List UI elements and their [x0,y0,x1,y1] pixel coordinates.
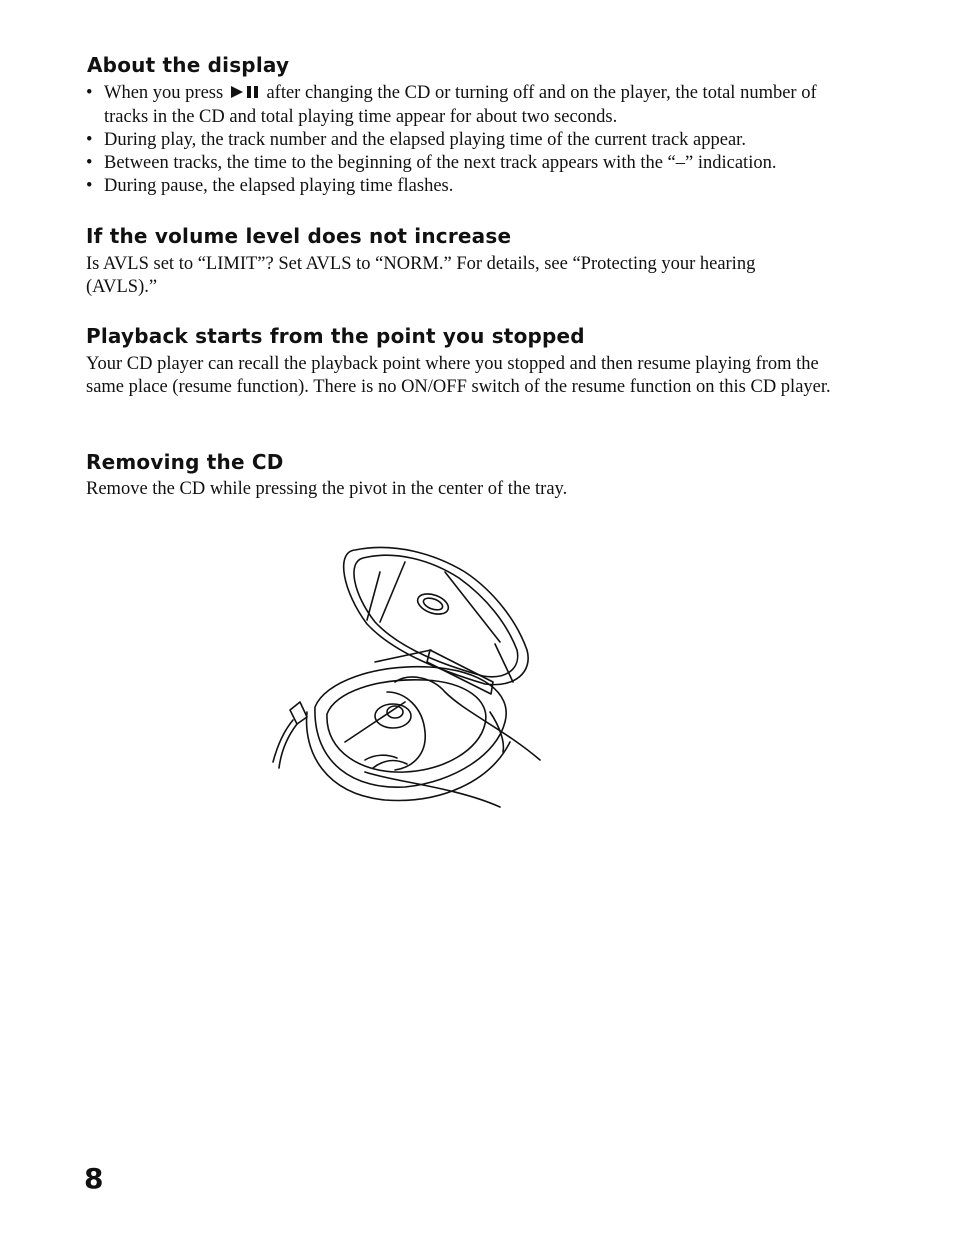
bullet-dot: • [86,176,93,196]
bullet-text-1b: after changing the CD or turning off and on the player, the total number of tracks in the CD and total playing time appear for about two seconds. [104,83,817,127]
list-item [86,129,846,152]
list-item [86,152,846,175]
page-number: 8 [84,1162,104,1195]
bullet-dot: • [86,153,93,173]
list-item [86,175,846,198]
list-item [86,82,846,129]
resume-paragraph: Your CD player can recall the playback point where you stopped and then resume playing from the same place (resume function). There is no ON/OFF switch of the resume function on this CD player. [86,354,831,397]
bullet-text-2: During play, the track number and the elapsed playing time of the current track appear. [104,130,746,150]
bullet-dot: • [86,83,93,103]
heading-resume: Playback starts from the point you stopped [86,324,585,348]
cd-removal-illustration [255,532,555,817]
heading-about-display: About the display [87,53,290,77]
heading-volume: If the volume level does not increase [86,224,512,248]
display-bullet-list [86,82,846,198]
bullet-text-4: During pause, the elapsed playing time flashes. [104,176,454,196]
bullet-dot: • [86,130,93,150]
bullet-text-1a: When you press [104,83,224,103]
volume-paragraph: Is AVLS set to “LIMIT”? Set AVLS to “NORM.” For details, see “Protecting your hearing (AVLS).” [86,254,756,297]
play-pause-icon [230,83,260,106]
bullet-text-3: Between tracks, the time to the beginning of the next track appears with the “–” indication. [104,153,777,173]
heading-removing-cd: Removing the CD [86,450,284,474]
removing-paragraph: Remove the CD while pressing the pivot in the center of the tray. [86,479,568,499]
